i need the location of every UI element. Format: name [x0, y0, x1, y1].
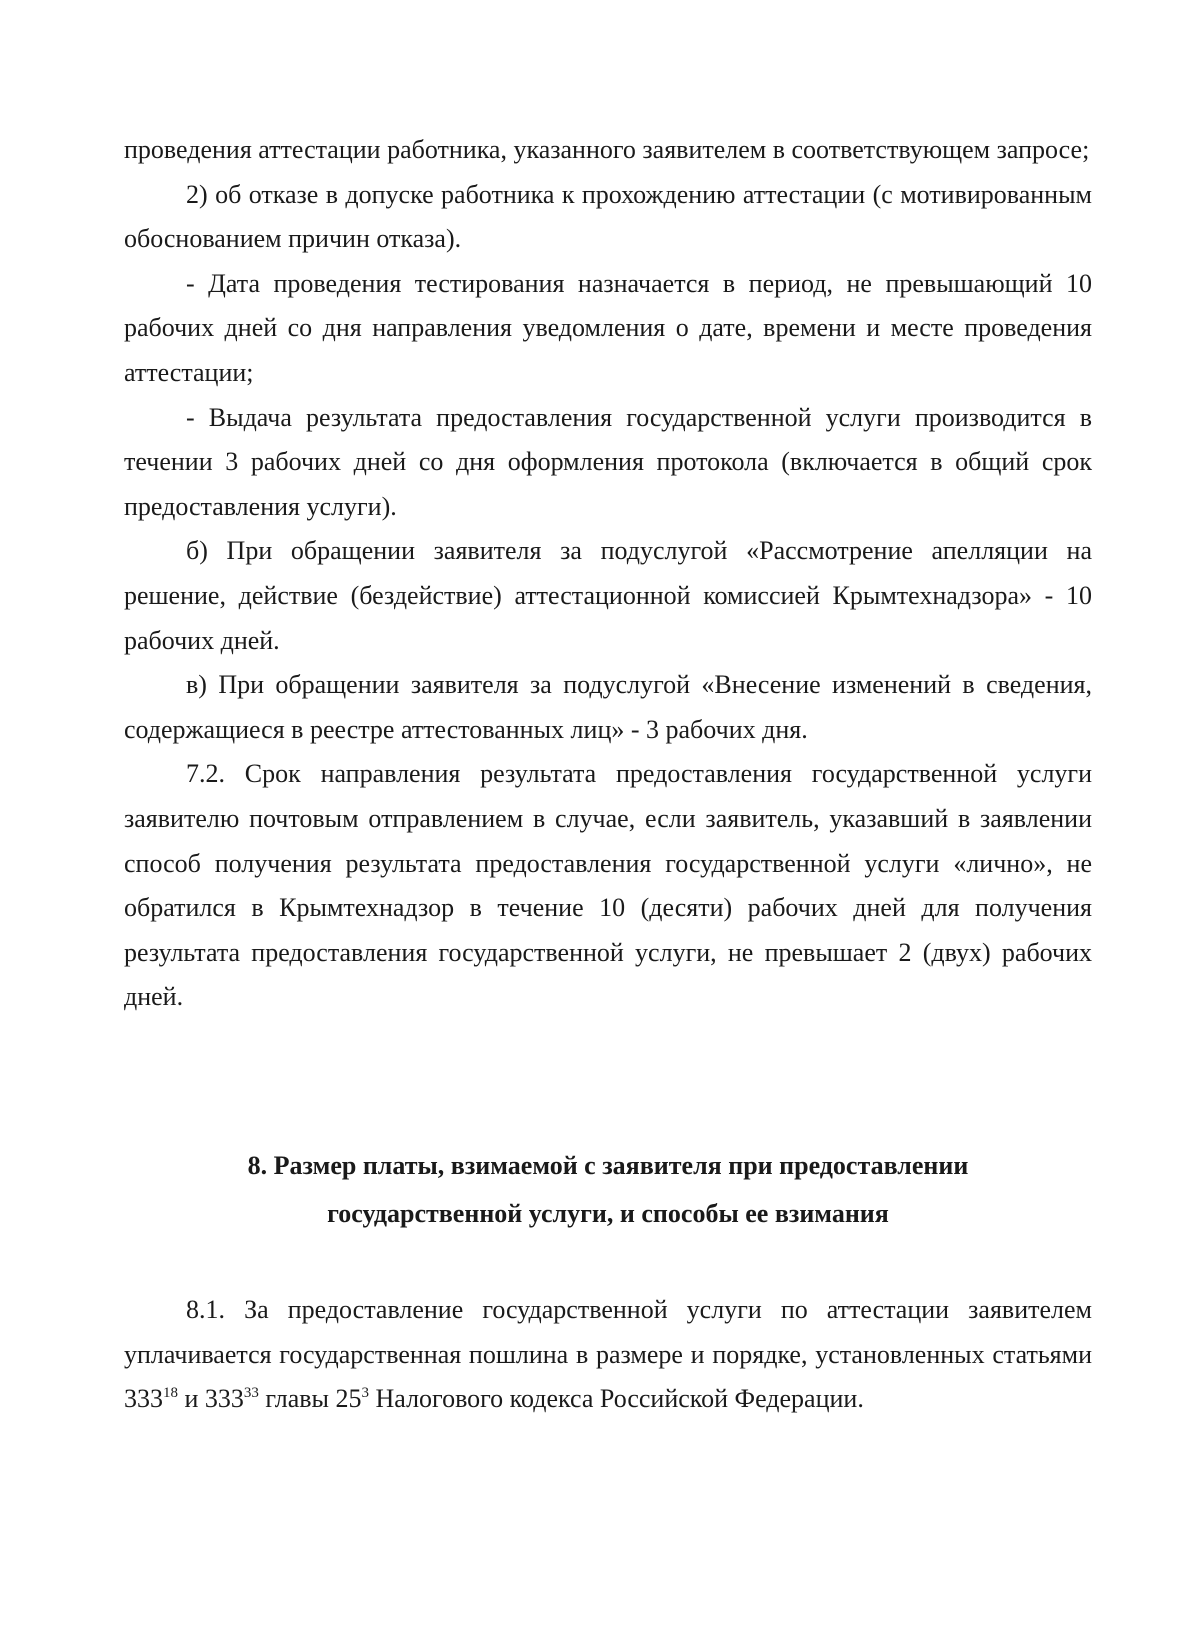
- paragraph-7-2: 7.2. Срок направления результата предоставления государственной услуги заявителю почтовым отправлением в случае, если заявитель, указавший в заявлении способ получения результата предоставления государственной услуги «лично», не обратился в Крымтехнадзор в течение 10 (десяти) рабочих дней для получения результата предоставления государственной услуги, не превышает 2 (двух) рабочих дней.: [124, 759, 1092, 1012]
- paragraph-8-1-text-d: Налогового кодекса Российской Федерации.: [369, 1384, 864, 1414]
- paragraph-continuation: проведения аттестации работника, указанного заявителем в соответствующем запросе;: [124, 135, 1090, 164]
- paragraph-appeal-subservice: б) При обращении заявителя за подуслугой «Рассмотрение апелляции на решение, действие (бездействие) аттестационной комиссией Крымтехнадзора» - 10 рабочих дней.: [124, 536, 1092, 655]
- paragraph-8-1: [124, 1288, 1092, 1422]
- paragraph-testing-date: - Дата проведения тестирования назначается в период, не превышающий 10 рабочих дней со дня направления уведомления о дате, времени и месте проведения аттестации;: [124, 268, 1092, 387]
- body-text-section-8: [124, 1288, 1092, 1422]
- paragraph-8-1-text-b: и 333: [178, 1384, 244, 1414]
- paragraph-8-1-text-c: главы 25: [258, 1384, 362, 1414]
- paragraph-8-1-text-a: 8.1. За предоставление государственной услуги по аттестации заявителем уплачивается государственная пошлина в размере и порядке, установленных статьями 333: [124, 1295, 1092, 1414]
- paragraph-item-2: 2) об отказе в допуске работника к прохождению аттестации (с мотивированным обоснованием причин отказа).: [124, 179, 1092, 254]
- section-heading-8: [124, 1142, 1092, 1238]
- chapter-superscript-3: 3: [361, 1385, 370, 1402]
- paragraph-registry-changes: в) При обращении заявителя за подуслугой «Внесение изменений в сведения, содержащиеся в реестре аттестованных лиц» - 3 рабочих дня.: [124, 670, 1092, 744]
- heading-line-2: государственной услуги, и способы ее взимания: [327, 1199, 889, 1228]
- body-text-top: [124, 128, 1092, 1020]
- paragraph-result-issue: - Выдача результата предоставления государственной услуги производится в течении 3 рабочих дней со дня оформления протокола (включается в общий срок предоставления услуги).: [124, 402, 1092, 521]
- heading-line-1: 8. Размер платы, взимаемой с заявителя при предоставлении: [247, 1151, 969, 1180]
- article-superscript-33: 33: [243, 1385, 259, 1402]
- article-superscript-18: 18: [163, 1385, 178, 1402]
